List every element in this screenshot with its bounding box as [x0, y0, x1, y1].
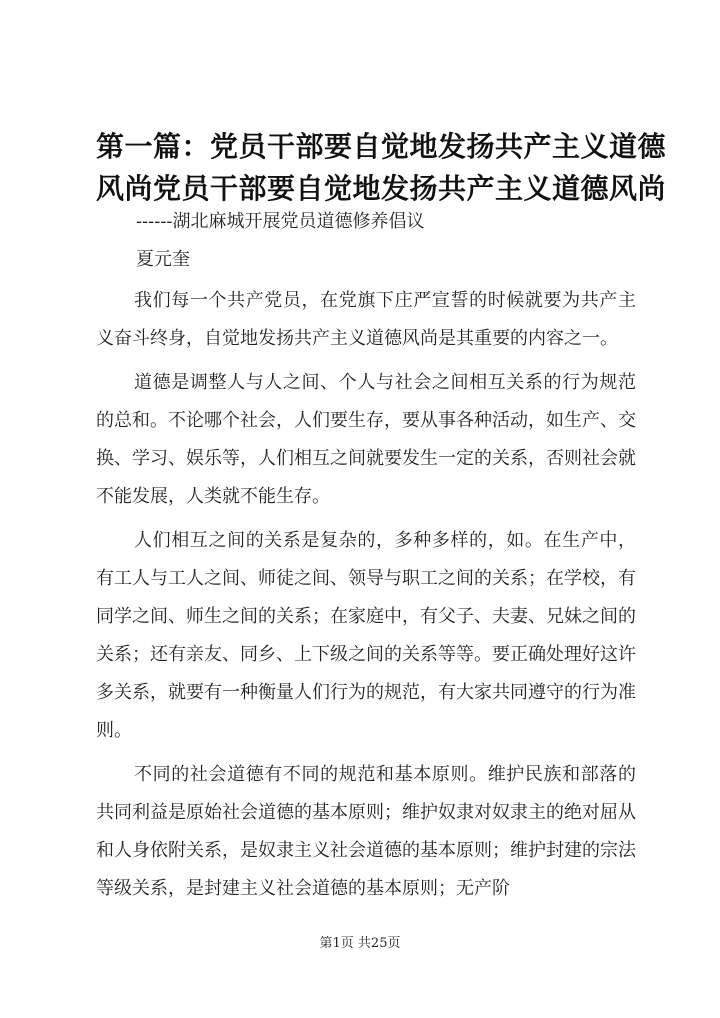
title-line-2: 风尚党员干部要自觉地发扬共产主义道德风尚 — [96, 172, 667, 205]
document-subtitle: ------湖北麻城开展党员道德修养倡议 — [136, 211, 425, 232]
title-line-1: 第一篇：党员干部要自觉地发扬共产主义道德 — [96, 130, 667, 163]
paragraph-1: 我们每一个共产党员，在党旗下庄严宣誓的时候就要为共产主义奋斗终身，自觉地发扬共产主义道德风尚是其重要的内容之一。 — [96, 290, 636, 349]
document-author: 夏元奎 — [136, 249, 190, 270]
paragraph-4: 不同的社会道德有不同的规范和基本原则。维护民族和部落的共同利益是原始社会道德的基本原则；维护奴隶对奴隶主的绝对屈从和人身依附关系，是奴隶主义社会道德的基本原则；维护封建的宗法等级关系，是封建主义社会道德的基本原则；无产阶 — [96, 764, 636, 899]
page-footer — [0, 934, 720, 954]
page-number-label: 第1页 共25页 — [319, 936, 401, 951]
document-title — [96, 126, 667, 210]
paragraph-3: 人们相互之间的关系是复杂的，多种多样的，如。在生产中，有工人与工人之间、师徒之间、领导与职工之间的关系；在学校，有同学之间、师生之间的关系；在家庭中，有父子、夫妻、兄妹之间的关系；还有亲友、同乡、上下级之间的关系等等。要正确处理好这许多关系，就要有一种衡量人们行为的规范，有大家共同遵守的行为准则。 — [96, 530, 636, 741]
paragraph-2: 道德是调整人与人之间、个人与社会之间相互关系的行为规范的总和。不论哪个社会，人们要生存，要从事各种活动，如生产、交换、学习、娱乐等，人们相互之间就要发生一定的关系，否则社会就不能发展，人类就不能生存。 — [96, 372, 636, 507]
document-body — [96, 282, 636, 914]
